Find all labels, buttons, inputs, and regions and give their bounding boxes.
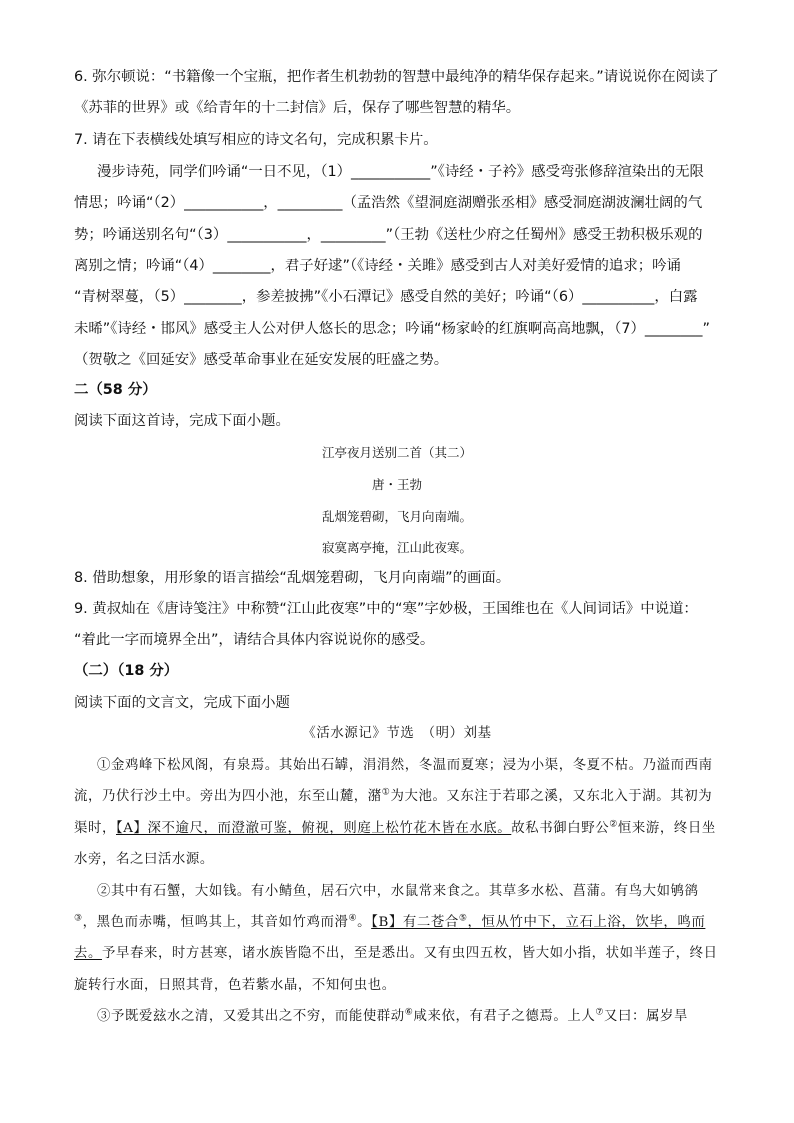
section-2-heading: 二（58 分） — [74, 382, 157, 398]
footnote-marker: ⑦ — [595, 1007, 605, 1018]
question-7-line: “青树翠蔓，（5）________，参差披拂”《小石潭记》感受自然的美好；吟诵“（6）__________，白露 — [74, 289, 698, 305]
classical-p2-line-2: ③，黑色而赤嘴，恒鸣其上，其音如竹鸡而滑④。【B】有二苍合⑤，恒从竹中下，立石上浴，饮毕，鸣而 — [74, 913, 706, 930]
classical-p2-line-4: 旋转行水面，日照其背，色若紫水晶，不知何虫也。 — [74, 978, 396, 993]
footnote-marker: ② — [609, 819, 618, 830]
poem-title: 江亭夜月送别二首（其二） — [321, 445, 472, 460]
question-7-line: 势；吟诵送别名句“（3）___________，_________”（王勃《送杜少府之任蜀州》感受王勃积极乐观的 — [74, 227, 703, 243]
part-2-intro: 阅读下面的文言文，完成下面小题 — [74, 695, 290, 711]
classical-p1-line-4: 水旁，名之曰活水源。 — [74, 852, 214, 867]
question-8: 8. 借助想象，用形象的语言描绘“乱烟笼碧砌，飞月向南端”的画面。 — [74, 570, 511, 586]
question-7-line: 离别之情；吟诵“（4）________，君子好逑”（《诗经・关雎》感受到古人对美好爱情的追求；吟诵 — [74, 258, 681, 274]
classical-p1-line-2: 流，乃伏行沙土中。旁出为四小池，东至山麓，潴①为大池。又东注于若耶之溪，又东北入于湖。其初为 — [74, 787, 713, 804]
question-9-line-1: 9. 黄叔灿在《唐诗笺注》中称赞“江山此夜寒”中的“寒”字妙极，王国维也在《人间词话》中说道： — [74, 601, 698, 617]
part-2-heading: （二）（18 分） — [74, 663, 179, 679]
classical-p3-line-1: ③予既爱玆水之清，又爱其出之不穷，而能使群动⑥咸来依，有君子之德焉。上人⑦又曰：属岁旱 — [97, 1007, 688, 1024]
section-2-intro: 阅读下面这首诗，完成下面小题。 — [74, 413, 290, 429]
question-7-line: （贺敬之《回延安》感受革命事业在延安发展的旺盛之势。 — [74, 352, 449, 368]
underlined-sentence-b: 【B】有二苍合⑤，恒从竹中下，立石上浴，饮毕，鸣而 — [371, 913, 706, 930]
classical-text-title: 《活水源记》节选 （明）刘基 — [302, 726, 492, 741]
classical-p1-line-1: ①金鸡峰下松风阁，有泉焉。其始出石罅，涓涓然，冬温而夏寒；浸为小渠，冬夏不枯。乃溢而西南 — [97, 758, 713, 773]
underlined-sentence-a: 【A】深不逾尺，而澄澈可鉴，俯视，则庭上松竹花木皆在水底。 — [115, 821, 512, 836]
question-7-title: 7. 请在下表横线处填写相应的诗文名句，完成积累卡片。 — [74, 132, 438, 148]
question-6-line-2: 《苏菲的世界》或《给青年的十二封信》后，保存了哪些智慧的精华。 — [74, 100, 521, 116]
classical-p2-line-3: 去。予早春来，时方甚寒，诸水族皆隐不出，至是悉出。又有虫四五枚，皆大如小指，状如半莲子，终日 — [74, 946, 718, 961]
footnote-marker: ④ — [348, 913, 358, 924]
footnote-marker: ⑥ — [404, 1007, 414, 1018]
footnote-marker: ③ — [74, 913, 83, 924]
classical-p1-line-3: 渠时，【A】深不逾尺，而澄澈可鉴，俯视，则庭上松竹花木皆在水底。故私书御白野公②恒来游，终日坐 — [74, 819, 716, 836]
question-7-line: 漫步诗苑，同学们吟诵“一日不见，（1）___________”《诗经・子衿》感受弯张修辞渲染出的无限 — [97, 164, 704, 180]
classical-p2-line-1: ②其中有石蟹，大如钱。有小鲭鱼，居石穴中，水鼠常来食之。其草多水松、菖蒲。有鸟大如鸲鹆 — [97, 884, 699, 899]
underlined-sentence-b-end: 去。 — [74, 946, 102, 961]
poem-line-2: 寂寞离亭掩，江山此夜寒。 — [321, 540, 472, 555]
question-9-line-2: “着此一字而境界全出”，请结合具体内容说说你的感受。 — [74, 632, 435, 648]
footnote-marker: ① — [381, 787, 391, 798]
poem-line-1: 乱烟笼碧砌，飞月向南端。 — [321, 509, 472, 524]
question-7-line: 未晞”《诗经・邯风》感受主人公对伊人悠长的思念；吟诵“杨家岭的红旗啊高高地飘，（7）________” — [74, 321, 710, 337]
poem-author: 唐・王勃 — [371, 477, 422, 492]
question-6-line-1: 6. 弥尔顿说：“书籍像一个宝瓶，把作者生机勃勃的智慧中最纯净的精华保存起来。”请说说你在阅读了 — [74, 69, 719, 85]
question-7-line: 情思；吟诵“（2）___________，_________（孟浩然《望洞庭湖赠张丞相》感受洞庭湖波澜壮阔的气 — [74, 195, 703, 211]
